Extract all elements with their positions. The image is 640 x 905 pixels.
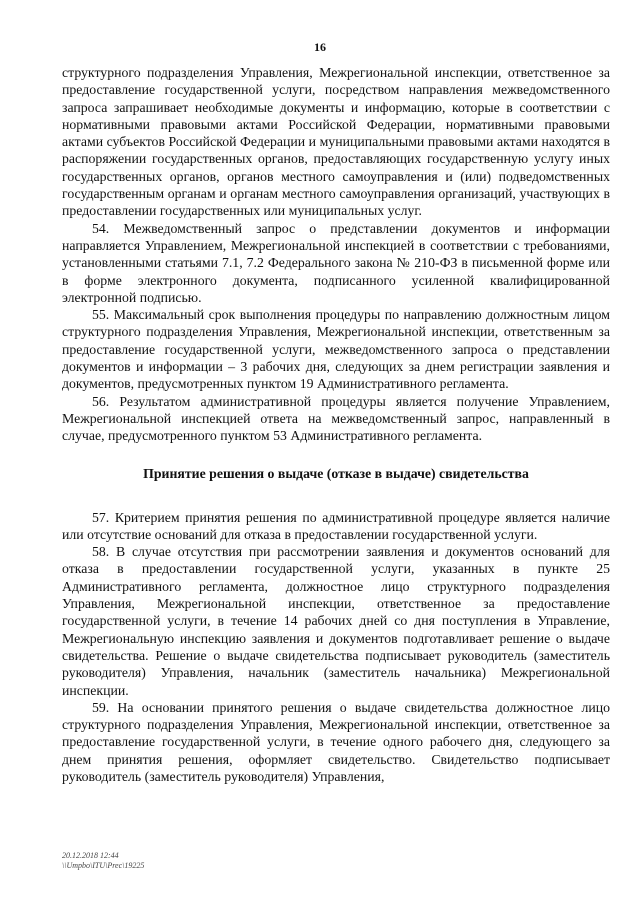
page-number: 16 xyxy=(314,40,326,54)
footer-path: \\Umpbo\ITU\Prec\19225 xyxy=(62,861,145,870)
paragraph-58: 58. В случае отсутствия при рассмотрении заявления и документов оснований для отказа в предоставлении государственной услуги, указанных в пункте 25 Административного регламента, должностное лицо структурного подразделения Управления, Межрегиональной инспекции, ответственное за предоставление государственной услуги, в течение 14 рабочих дней со дня поступления в Управление, Межрегиональную инспекцию заявления и документов подготавливает решение о выдаче свидетельства. Решение о выдаче свидетельства подписывает руководитель (заместитель руководителя) Управления, начальник (заместитель начальника) Межрегиональной инспекции. xyxy=(62,544,610,698)
paragraph-continuation: структурного подразделения Управления, Межрегиональной инспекции, ответственное за предоставление государственной услуги, посредством направления межведомственного запроса запрашивает необходимые документы и информацию, которые в соответствии с нормативными правовыми актами Российской Федерации, нормативными правовыми актами субъектов Российской Федерации и муниципальными правовыми актами находятся в распоряжении государственных органов, предоставляющих государственную услугу иных государственных органов, органов местного самоуправления и (или) подведомственных государственным органам и органам местного самоуправления организаций, участвующих в предоставлении государственных или муниципальных услуг. xyxy=(62,65,610,219)
footer-stamp xyxy=(62,851,144,871)
paragraph-56: 56. Результатом административной процедуры является получение Управлением, Межрегиональной инспекцией ответа на межведомственный запрос, направленный в случае, предусмотренного пунктом 53 Административного регламента. xyxy=(62,393,610,444)
section-heading: Принятие решения о выдаче (отказе в выдаче) свидетельства xyxy=(143,465,529,481)
document-body xyxy=(62,64,610,785)
paragraph-54: 54. Межведомственный запрос о представлении документов и информации направляется Управлением, Межрегиональной инспекцией в соответствии с требованиями, установленными статьями 7.1, 7.2 Федерального закона № 210-ФЗ в письменной форме или в форме электронного документа, подписанного усиленной квалифицированной электронной подписью. xyxy=(62,220,610,305)
paragraph-55: 55. Максимальный срок выполнения процедуры по направлению должностным лицом структурного подразделения Управления, Межрегиональной инспекции, ответственным за предоставление государственной услуги, межведомственного запроса о представлении документов и информации – 3 рабочих дня, следующих за днем регистрации заявления и документов, предусмотренных пунктом 19 Административного регламента. xyxy=(62,307,610,392)
paragraph-57: 57. Критерием принятия решения по административной процедуре является наличие или отсутствие оснований для отказа в предоставлении государственной услуги. xyxy=(62,509,610,542)
footer-date: 20.12.2018 12:44 xyxy=(62,851,119,860)
paragraph-59: 59. На основании принятого решения о выдаче свидетельства должностное лицо структурного подразделения Управления, Межрегиональной инспекции, ответственное за предоставление государственной услуги, в течение одного рабочего дня, следующего за днем принятия решения, оформляет свидетельство. Свидетельство подписывает руководитель (заместитель руководителя) Управления, xyxy=(62,699,610,784)
